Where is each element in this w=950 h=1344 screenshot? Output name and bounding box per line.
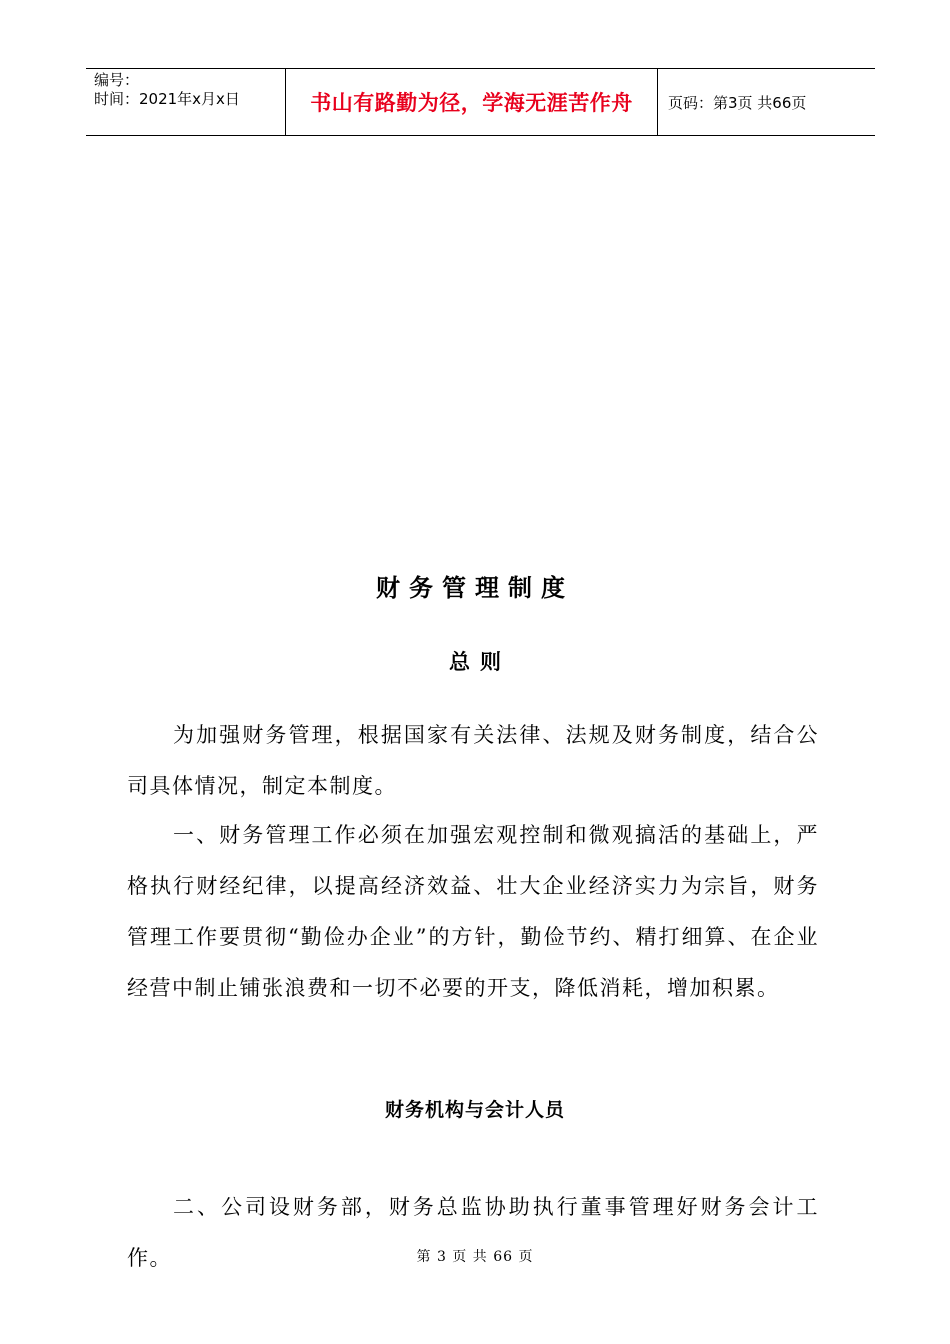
document-time-label: 时间：2021年x月x日 bbox=[94, 90, 240, 108]
paragraph-article-1: 一、财务管理工作必须在加强宏观控制和微观搞活的基础上，严格执行财经纪律，以提高经济效益、壮大企业经济实力为宗旨，财务管理工作要贯彻“勤俭办企业”的方针，勤俭节约、精打细算、在企业经营中制止铺张浪费和一切不必要的开支，降低消耗，增加积累。 bbox=[127, 823, 819, 1000]
header-motto-cell bbox=[286, 69, 658, 135]
section-heading-institution: 财务机构与会计人员 bbox=[384, 1099, 565, 1121]
document-number-label: 编号： bbox=[94, 71, 140, 89]
paragraph-article-2: 二、公司设财务部，财务总监协助执行董事管理好财务会计工作。 bbox=[127, 1195, 819, 1270]
section-heading-general: 总则 bbox=[449, 650, 511, 674]
paragraph-intro: 为加强财务管理，根据国家有关法律、法规及财务制度，结合公司具体情况，制定本制度。 bbox=[127, 723, 819, 798]
page-footer: 第 3 页 共 66 页 bbox=[416, 1249, 534, 1265]
document-title: 财务管理制度 bbox=[376, 574, 574, 602]
header-motto: 书山有路勤为径，学海无涯苦作舟 bbox=[310, 91, 633, 115]
header-page-cell bbox=[658, 69, 875, 135]
header-meta-cell bbox=[86, 69, 286, 135]
header-page-info: 页码：第3页 共66页 bbox=[668, 93, 807, 112]
document-header bbox=[86, 68, 875, 136]
